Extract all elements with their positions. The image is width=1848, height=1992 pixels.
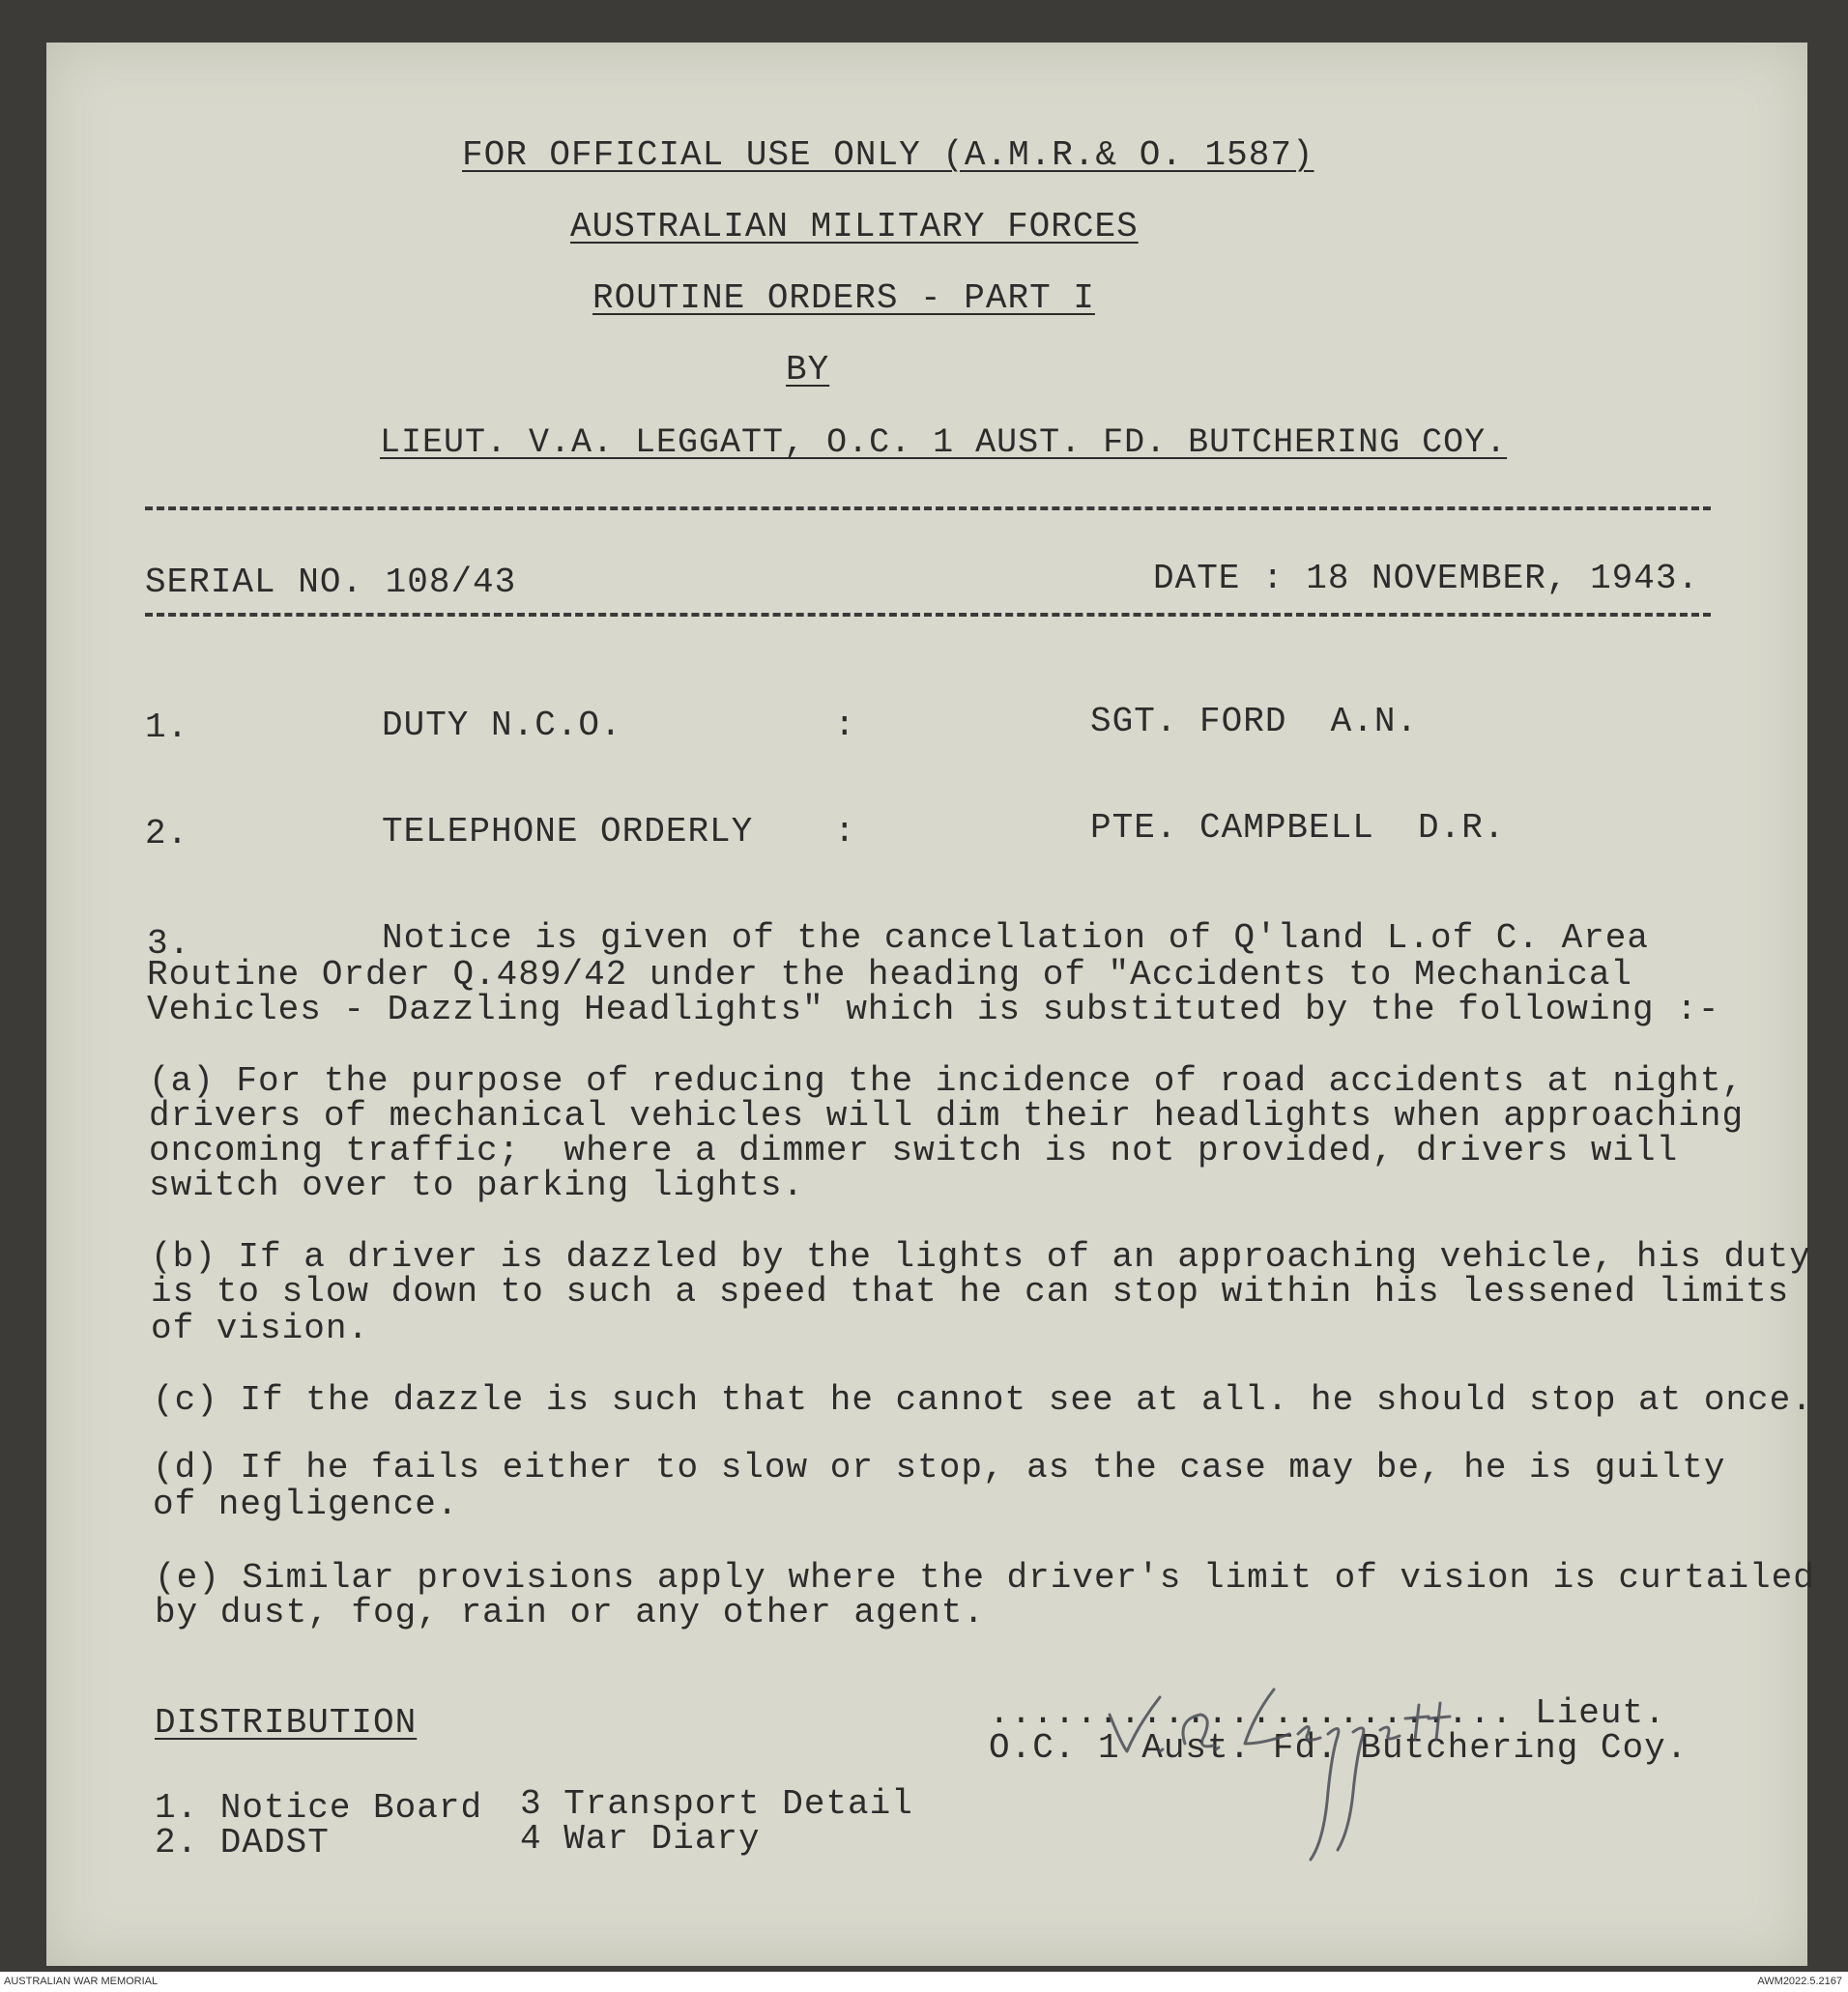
issuer-heading: LIEUT. V.A. LEGGATT, O.C. 1 AUST. FD. BUTCHERING COY.: [380, 423, 1508, 462]
order-date: DATE : 18 NOVEMBER, 1943.: [1153, 559, 1700, 598]
archive-reference: AWM2022.5.2167: [1757, 1976, 1842, 1987]
duty-number: 2.: [145, 814, 189, 853]
distribution-item: 4 War Diary: [520, 1819, 761, 1859]
item3-line: Routine Order Q.489/42 under the heading of "Accidents to Mechanical: [147, 955, 1633, 995]
clause-line: switch over to parking lights.: [149, 1166, 805, 1205]
clause-line: (b) If a driver is dazzled by the lights of an approaching vehicle, his duty: [151, 1237, 1811, 1277]
restriction-heading: FOR OFFICIAL USE ONLY (A.M.R.& O. 1587): [462, 135, 1314, 175]
duty-person: SGT. FORD A.N.: [1090, 702, 1419, 741]
clause-line: of vision.: [151, 1309, 370, 1348]
clause-line: (d) If he fails either to slow or stop, as the case may be, he is guilty: [153, 1448, 1726, 1487]
clause-line: (a) For the purpose of reducing the incidence of road accidents at night,: [149, 1061, 1745, 1101]
distribution-item: 1. Notice Board: [155, 1788, 483, 1828]
clause-line: of negligence.: [153, 1485, 459, 1524]
clause-line: drivers of mechanical vehicles will dim their headlights when approaching: [149, 1096, 1745, 1136]
serial-number: SERIAL NO. 108/43: [145, 563, 517, 602]
item3-line: Notice is given of the cancellation of Q'land L.of C. Area: [382, 918, 1650, 958]
clause-line: (c) If the dazzle is such that he cannot see at all. he should stop at once.: [153, 1380, 1813, 1420]
handwritten-signature: [1100, 1676, 1545, 1879]
duty-colon: :: [834, 812, 856, 852]
archive-credit: AUSTRALIAN WAR MEMORIAL: [4, 1976, 159, 1987]
clause-line: is to slow down to such a speed that he can stop within his lessened limits: [151, 1272, 1790, 1312]
signatory-title: O.C. 1 Aust. Fd. Butchering Coy.: [989, 1728, 1689, 1768]
dashed-rule-top: [145, 506, 1711, 510]
duty-role: TELEPHONE ORDERLY: [382, 812, 754, 852]
document-page: [46, 43, 1815, 1966]
dashed-rule-bottom: [145, 613, 1711, 617]
clause-line: (e) Similar provisions apply where the driver's limit of vision is curtailed: [155, 1558, 1815, 1598]
order-type-heading: ROUTINE ORDERS - PART I: [592, 278, 1095, 318]
duty-role: DUTY N.C.O.: [382, 706, 622, 745]
item3-number: 3.: [147, 924, 191, 964]
distribution-item: 3 Transport Detail: [520, 1784, 913, 1824]
item3-line: Vehicles - Dazzling Headlights" which is substituted by the following :-: [147, 990, 1720, 1029]
duty-person: PTE. CAMPBELL D.R.: [1090, 808, 1506, 848]
distribution-heading: DISTRIBUTION: [155, 1703, 418, 1743]
clause-line: by dust, fog, rain or any other agent.: [155, 1593, 985, 1632]
duty-number: 1.: [145, 707, 189, 747]
distribution-item: 2. DADST: [155, 1823, 330, 1862]
by-heading: BY: [786, 350, 830, 390]
organisation-heading: AUSTRALIAN MILITARY FORCES: [570, 207, 1139, 246]
clause-line: oncoming traffic; where a dimmer switch is not provided, drivers will: [149, 1131, 1679, 1170]
signature-line: ........................ Lieut.: [989, 1693, 1666, 1733]
duty-colon: :: [834, 706, 856, 745]
